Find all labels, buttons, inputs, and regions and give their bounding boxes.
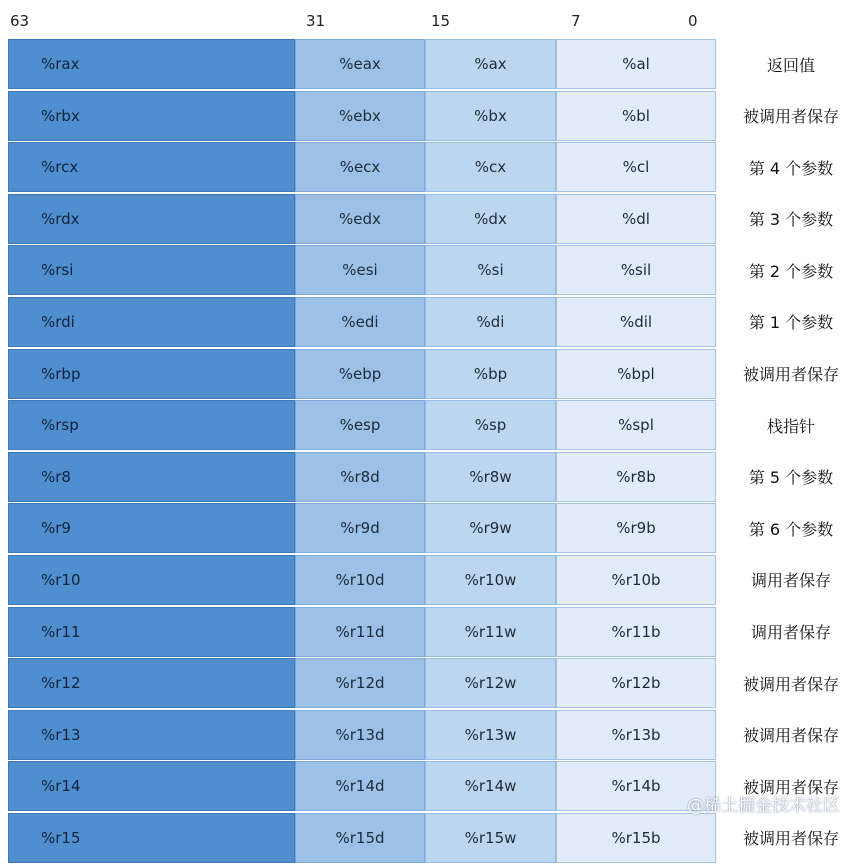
register-32bit-cell: %r10d — [295, 555, 425, 605]
register-32bit-cell: %edi — [295, 297, 425, 347]
register-64bit-cell: %r9 — [8, 503, 295, 553]
register-note: 调用者保存 — [750, 623, 831, 643]
register-32bit-cell: %r14d — [295, 761, 425, 811]
register-32bit-cell: %esi — [295, 245, 425, 295]
register-row — [8, 142, 716, 192]
register-8bit-cell: %r10b — [556, 555, 716, 605]
bit-label-7: 7 — [571, 12, 581, 30]
register-row — [8, 452, 716, 502]
register-usage-notes — [724, 39, 858, 865]
register-32bit-cell: %r9d — [295, 503, 425, 553]
register-64bit-cell: %rdx — [8, 194, 295, 244]
register-8bit-cell: %r12b — [556, 658, 716, 708]
register-32bit-cell: %r13d — [295, 710, 425, 760]
register-row — [8, 39, 716, 89]
register-16bit-cell: %bp — [425, 349, 556, 399]
register-note: 第 4 个参数 — [748, 158, 834, 178]
register-note: 被调用者保存 — [742, 365, 839, 385]
bit-position-header — [0, 0, 858, 40]
register-row — [8, 349, 716, 399]
register-note: 被调用者保存 — [742, 107, 839, 127]
register-8bit-cell: %spl — [556, 400, 716, 450]
register-8bit-cell: %r9b — [556, 503, 716, 553]
register-16bit-cell: %r9w — [425, 503, 556, 553]
register-32bit-cell: %r11d — [295, 607, 425, 657]
register-16bit-cell: %r14w — [425, 761, 556, 811]
register-8bit-cell: %r11b — [556, 607, 716, 657]
register-row — [8, 297, 716, 347]
register-64bit-cell: %rsi — [8, 245, 295, 295]
register-row — [8, 245, 716, 295]
register-32bit-cell: %r8d — [295, 452, 425, 502]
register-32bit-cell: %edx — [295, 194, 425, 244]
register-64bit-cell: %r12 — [8, 658, 295, 708]
register-64bit-cell: %r11 — [8, 607, 295, 657]
register-16bit-cell: %r12w — [425, 658, 556, 708]
register-8bit-cell: %bl — [556, 91, 716, 141]
register-note: 被调用者保存 — [742, 777, 839, 797]
register-64bit-cell: %rdi — [8, 297, 295, 347]
register-note: 调用者保存 — [750, 571, 831, 591]
register-16bit-cell: %si — [425, 245, 556, 295]
register-32bit-cell: %esp — [295, 400, 425, 450]
register-note: 被调用者保存 — [742, 674, 839, 694]
register-row — [8, 710, 716, 760]
register-64bit-cell: %rsp — [8, 400, 295, 450]
register-row — [8, 555, 716, 605]
register-8bit-cell: %dil — [556, 297, 716, 347]
register-note: 第 6 个参数 — [748, 519, 834, 539]
register-16bit-cell: %r11w — [425, 607, 556, 657]
register-8bit-cell: %r15b — [556, 813, 716, 863]
register-note: 返回值 — [766, 55, 815, 75]
register-16bit-cell: %sp — [425, 400, 556, 450]
register-64bit-cell: %r14 — [8, 761, 295, 811]
register-64bit-cell: %rax — [8, 39, 295, 89]
register-32bit-cell: %ebx — [295, 91, 425, 141]
register-row — [8, 194, 716, 244]
register-row — [8, 91, 716, 141]
bit-label-15: 15 — [431, 12, 451, 30]
register-8bit-cell: %r14b — [556, 761, 716, 811]
watermark: @稀土掘金技术社区 — [687, 796, 840, 816]
register-8bit-cell: %dl — [556, 194, 716, 244]
register-16bit-cell: %bx — [425, 91, 556, 141]
register-16bit-cell: %cx — [425, 142, 556, 192]
register-64bit-cell: %rcx — [8, 142, 295, 192]
register-64bit-cell: %r10 — [8, 555, 295, 605]
register-row — [8, 607, 716, 657]
register-32bit-cell: %r12d — [295, 658, 425, 708]
register-32bit-cell: %ebp — [295, 349, 425, 399]
register-row — [8, 400, 716, 450]
register-64bit-cell: %r13 — [8, 710, 295, 760]
register-table — [8, 39, 716, 865]
register-16bit-cell: %ax — [425, 39, 556, 89]
register-16bit-cell: %dx — [425, 194, 556, 244]
register-64bit-cell: %rbp — [8, 349, 295, 399]
register-64bit-cell: %r15 — [8, 813, 295, 863]
register-8bit-cell: %bpl — [556, 349, 716, 399]
register-row — [8, 503, 716, 553]
register-64bit-cell: %rbx — [8, 91, 295, 141]
register-row — [8, 761, 716, 811]
register-note: 第 2 个参数 — [748, 261, 834, 281]
register-16bit-cell: %r10w — [425, 555, 556, 605]
bit-label-0: 0 — [688, 12, 698, 30]
register-note: 第 5 个参数 — [748, 468, 834, 488]
register-32bit-cell: %r15d — [295, 813, 425, 863]
register-note: 被调用者保存 — [742, 829, 839, 849]
bit-label-63: 63 — [10, 12, 30, 30]
register-32bit-cell: %eax — [295, 39, 425, 89]
register-note: 第 1 个参数 — [748, 313, 834, 333]
register-row — [8, 658, 716, 708]
register-note: 被调用者保存 — [742, 726, 839, 746]
register-note: 第 3 个参数 — [748, 210, 834, 230]
register-64bit-cell: %r8 — [8, 452, 295, 502]
register-8bit-cell: %al — [556, 39, 716, 89]
register-16bit-cell: %di — [425, 297, 556, 347]
register-8bit-cell: %r13b — [556, 710, 716, 760]
register-8bit-cell: %sil — [556, 245, 716, 295]
bit-label-31: 31 — [306, 12, 326, 30]
register-16bit-cell: %r8w — [425, 452, 556, 502]
register-32bit-cell: %ecx — [295, 142, 425, 192]
register-16bit-cell: %r13w — [425, 710, 556, 760]
register-16bit-cell: %r15w — [425, 813, 556, 863]
register-8bit-cell: %cl — [556, 142, 716, 192]
register-8bit-cell: %r8b — [556, 452, 716, 502]
register-note: 栈指针 — [766, 416, 815, 436]
